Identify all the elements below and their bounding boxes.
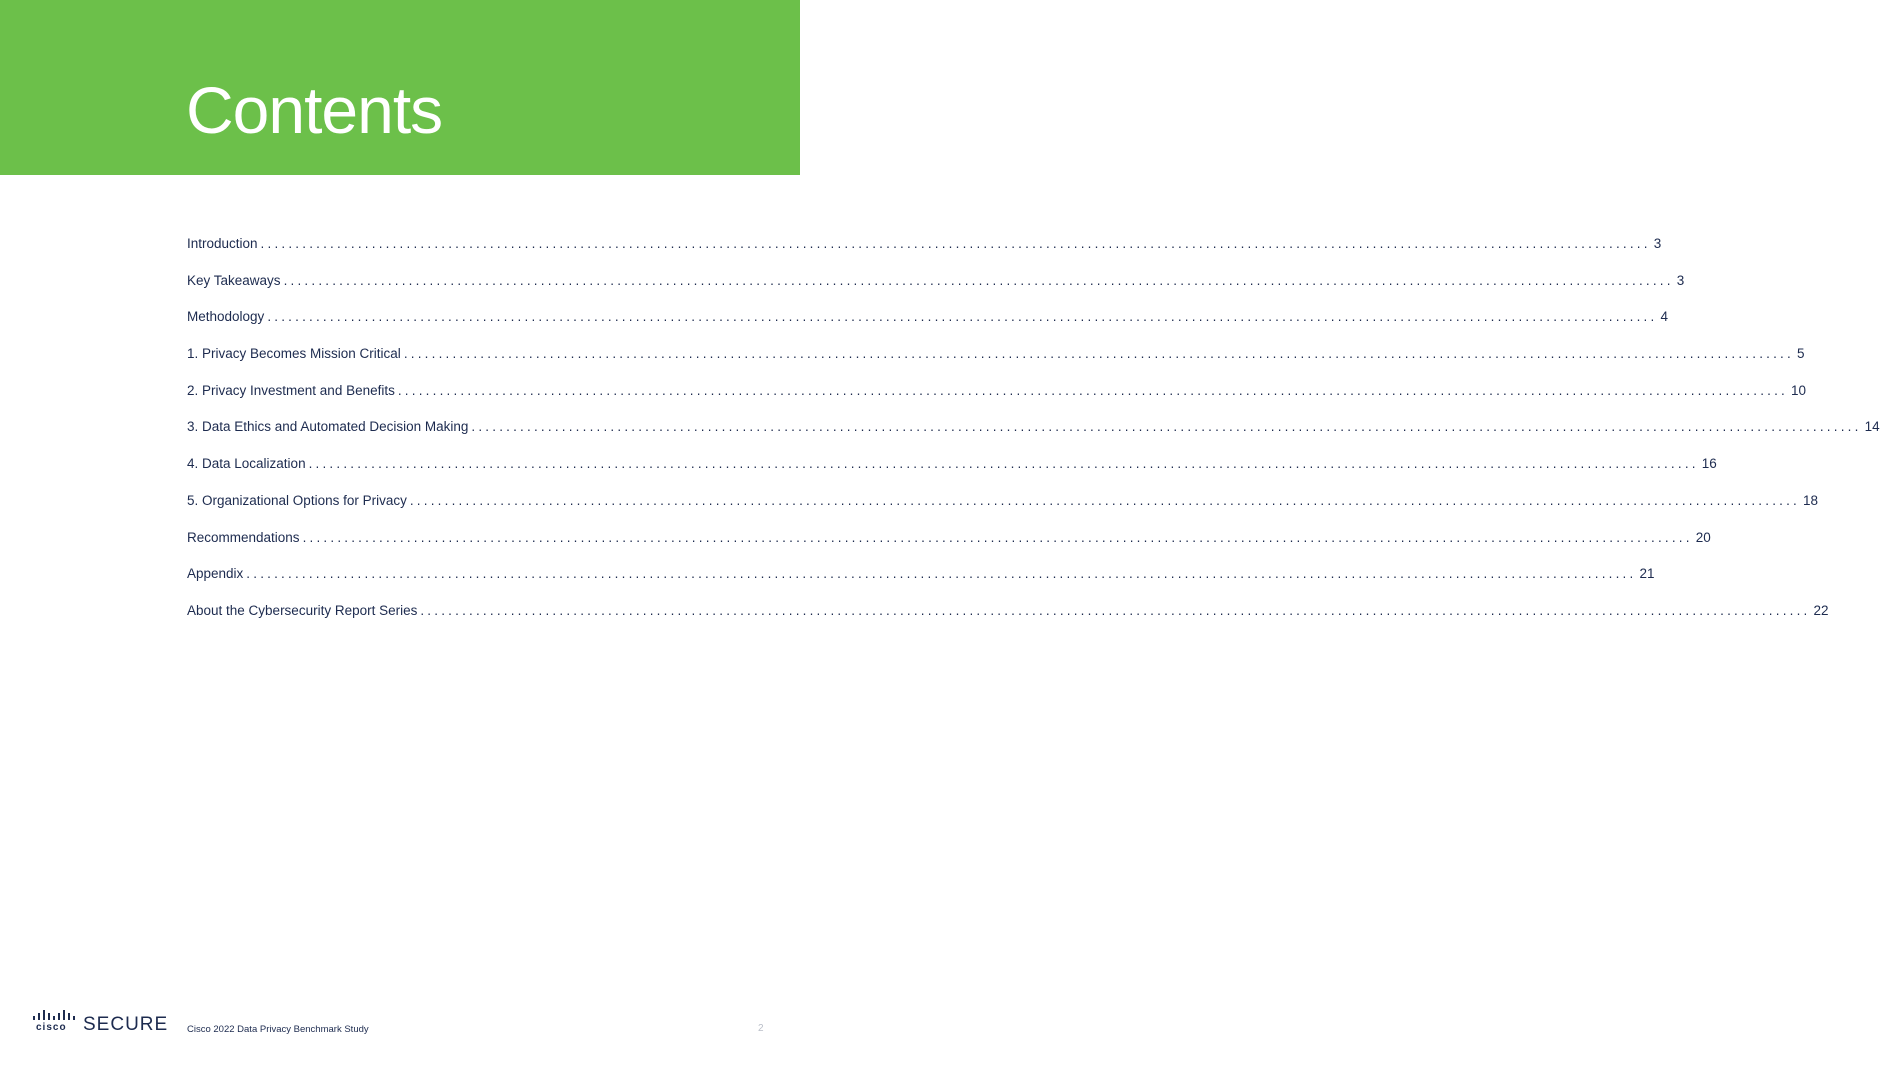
toc-leader-dots: ........................................................................................................................................................................................................ xyxy=(302,529,1693,545)
toc-entry-label: Appendix xyxy=(187,566,244,582)
toc-entry-page: 5 xyxy=(1796,346,1805,362)
toc-leader-dots: ........................................................................................................................................................................................................ xyxy=(267,309,1658,325)
toc-entry-label: 1. Privacy Becomes Mission Critical xyxy=(187,346,401,362)
toc-entry-page: 14 xyxy=(1864,419,1880,435)
toc-entry-page: 3 xyxy=(1676,272,1685,288)
page-number: 2 xyxy=(758,1023,764,1034)
toc-entry-page: 16 xyxy=(1701,456,1717,472)
toc-entry-page: 21 xyxy=(1639,566,1655,582)
toc-leader-dots: ........................................................................................................................................................................................................ xyxy=(409,492,1801,508)
secure-wordmark: SECURE xyxy=(83,1014,169,1035)
header-banner xyxy=(0,0,800,175)
cisco-wordmark: cisco xyxy=(36,1022,67,1033)
toc-entry-label: Key Takeaways xyxy=(187,272,281,288)
toc-entry-label: 2. Privacy Investment and Benefits xyxy=(187,382,395,398)
toc-entry-label: About the Cybersecurity Report Series xyxy=(187,602,418,618)
toc-leader-dots: ........................................................................................................................................................................................................ xyxy=(246,566,1637,582)
toc-entry-label: Methodology xyxy=(187,309,265,325)
toc-leader-dots: ........................................................................................................................................................................................................ xyxy=(403,346,1794,362)
toc-entry-appendix[interactable] xyxy=(187,566,1655,603)
toc-entry-label: 4. Data Localization xyxy=(187,456,306,472)
cisco-bridge-icon xyxy=(33,1010,77,1022)
toc-entry-introduction[interactable] xyxy=(187,236,1662,273)
toc-leader-dots: ........................................................................................................................................................................................................ xyxy=(308,456,1699,472)
toc-leader-dots: ........................................................................................................................................................................................................ xyxy=(471,419,1862,435)
toc-entry-data-localization[interactable] xyxy=(187,456,1717,493)
toc-entry-page: 3 xyxy=(1653,236,1662,251)
cisco-secure-logo xyxy=(33,1010,169,1038)
toc-entry-data-ethics[interactable] xyxy=(187,419,1880,456)
toc-entry-label: 3. Data Ethics and Automated Decision Making xyxy=(187,419,469,435)
toc-entry-label: 5. Organizational Options for Privacy xyxy=(187,492,407,508)
toc-entry-label: Recommendations xyxy=(187,529,300,545)
toc-entry-page: 22 xyxy=(1813,602,1829,618)
table-of-contents xyxy=(187,236,1880,640)
toc-entry-page: 10 xyxy=(1791,382,1807,398)
toc-entry-organizational-options[interactable] xyxy=(187,492,1819,530)
toc-entry-about-report-series[interactable] xyxy=(187,602,1829,640)
toc-leader-dots: ........................................................................................................................................................................................................ xyxy=(283,272,1674,288)
toc-entry-label: Introduction xyxy=(187,236,258,251)
toc-entry-recommendations[interactable] xyxy=(187,529,1711,567)
toc-entry-methodology[interactable] xyxy=(187,309,1668,346)
toc-leader-dots: ........................................................................................................................................................................................................ xyxy=(420,602,1811,618)
footer-study-title: Cisco 2022 Data Privacy Benchmark Study xyxy=(187,1024,369,1035)
toc-entry-key-takeaways[interactable] xyxy=(187,272,1685,310)
toc-entry-page: 20 xyxy=(1695,529,1711,545)
page-title: Contents xyxy=(186,73,443,147)
toc-entry-page: 18 xyxy=(1803,492,1819,508)
toc-entry-privacy-investment[interactable] xyxy=(187,382,1807,420)
toc-leader-dots: ........................................................................................................................................................................................................ xyxy=(397,382,1789,398)
toc-entry-privacy-mission-critical[interactable] xyxy=(187,346,1805,383)
toc-entry-page: 4 xyxy=(1660,309,1668,325)
toc-leader-dots: ........................................................................................................................................................................................................ xyxy=(260,236,1651,251)
